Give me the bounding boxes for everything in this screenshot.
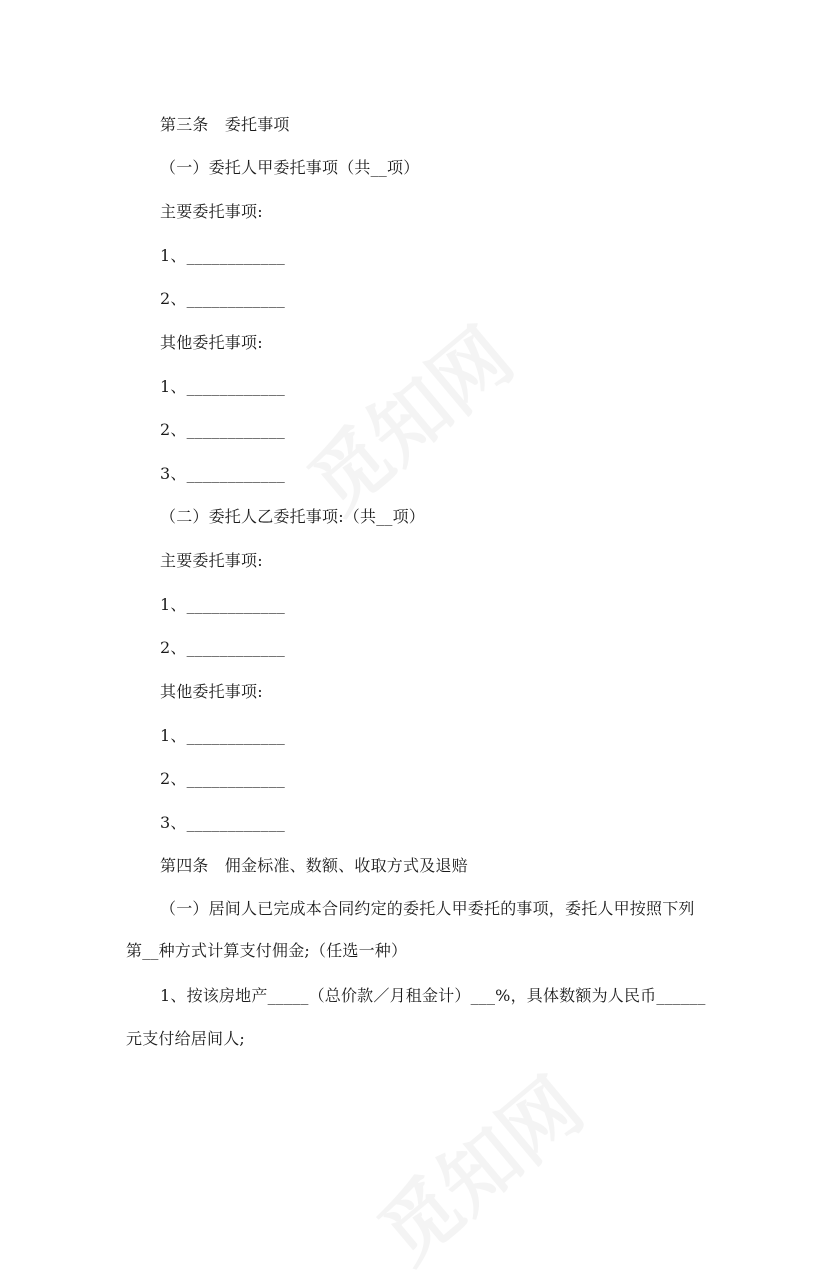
party-a-main-item-2: 2、____________ xyxy=(160,289,285,308)
party-b-other-items-label: 其他委托事项: xyxy=(160,682,263,701)
party-a-other-item-3: 3、____________ xyxy=(160,464,285,483)
commission-paragraph-line-2: 第__种方式计算支付佣金;（任选一种） xyxy=(126,941,408,960)
article-3-heading: 第三条 委托事项 xyxy=(160,115,290,134)
watermark-bottom xyxy=(351,1048,602,1284)
party-a-items-heading: （一）委托人甲委托事项（共__项） xyxy=(160,158,420,177)
party-a-other-items-label: 其他委托事项: xyxy=(160,333,263,352)
commission-option-1-line-1: 1、按该房地产_____（总价款／月租金计）___%，具体数额为人民币______ xyxy=(160,986,706,1005)
watermark xyxy=(281,298,532,534)
party-b-main-items-label: 主要委托事项: xyxy=(160,551,263,570)
commission-option-1-line-2: 元支付给居间人; xyxy=(126,1029,245,1048)
party-a-other-item-1: 1、____________ xyxy=(160,377,285,396)
party-b-main-item-2: 2、____________ xyxy=(160,638,285,657)
party-a-other-item-2: 2、____________ xyxy=(160,420,285,439)
party-b-other-item-1: 1、____________ xyxy=(160,726,285,745)
party-a-main-item-1: 1、____________ xyxy=(160,246,285,265)
party-a-main-items-label: 主要委托事项: xyxy=(160,202,263,221)
party-b-other-item-2: 2、____________ xyxy=(160,769,285,788)
party-b-other-item-3: 3、____________ xyxy=(160,813,285,832)
party-b-main-item-1: 1、____________ xyxy=(160,595,285,614)
party-b-items-heading: （二）委托人乙委托事项:（共__项） xyxy=(160,507,425,526)
article-4-heading: 第四条 佣金标准、数额、收取方式及退赔 xyxy=(160,856,468,875)
commission-paragraph-line-1: （一）居间人已完成本合同约定的委托人甲委托的事项，委托人甲按照下列 xyxy=(160,899,695,918)
